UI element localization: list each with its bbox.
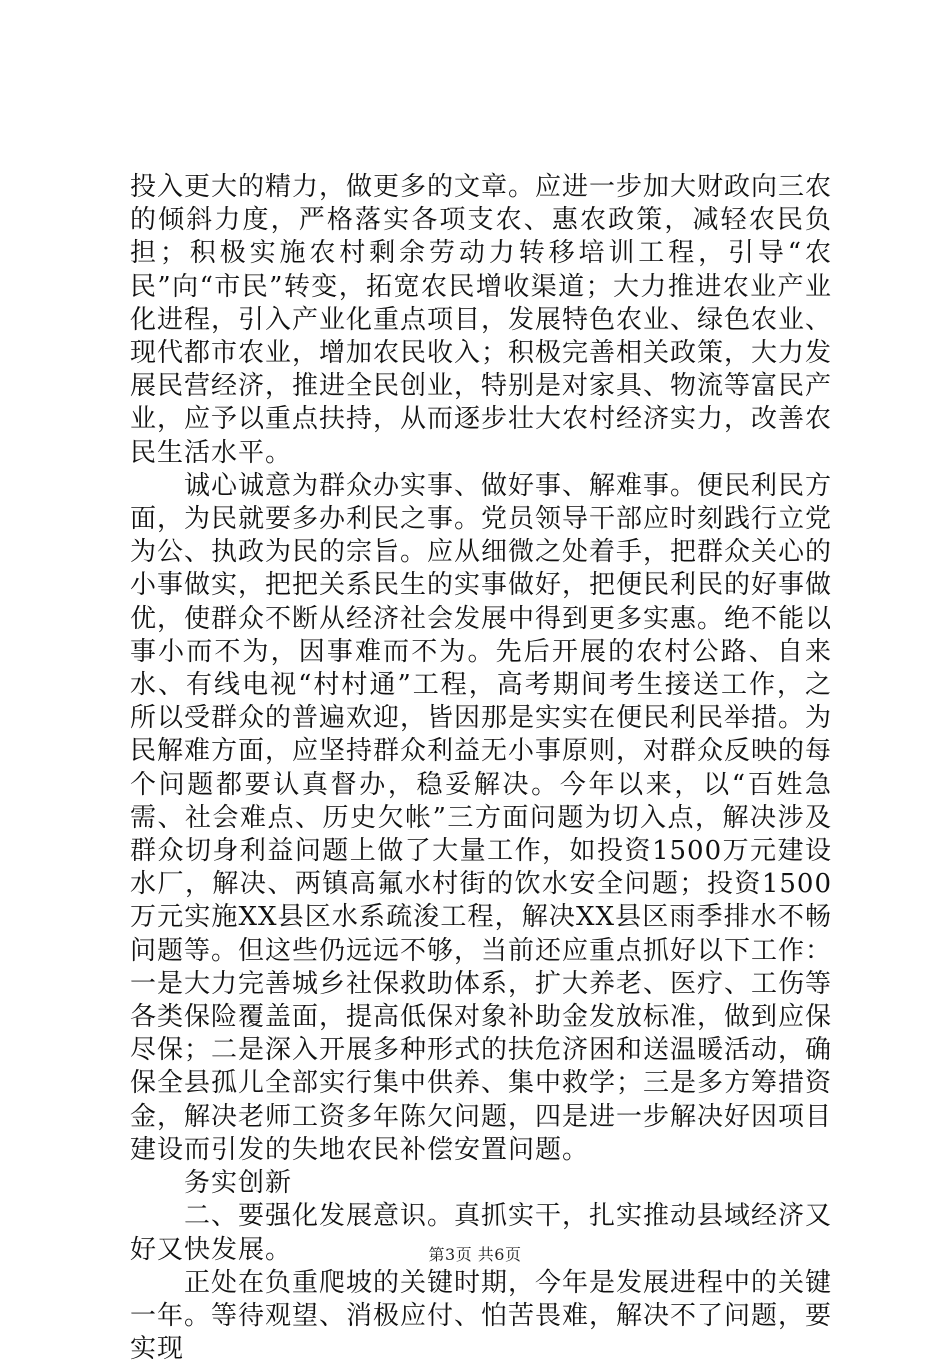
- paragraph-1: 投入更大的精力，做更多的文章。应进一步加大财政向三农的倾斜力度，严格落实各项支农、惠农政策，减轻农民负担；积极实施农村剩余劳动力转移培训工程，引导“农民”向“市民”转变，拓宽农民增收渠道；大力推进农业产业化进程，引入产业化重点项目，发展特色农业、绿色农业、现代都市农业，增加农民收入；积极完善相关政策，大力发展民营经济，推进全民创业，特别是对家具、物流等富民产业，应予以重点扶持，从而逐步壮大农村经济实力，改善农民生活水平。: [130, 172, 833, 468]
- paragraph-2: 诚心诚意为群众办实事、做好事、解难事。便民利民方面，为民就要多办利民之事。党员领导干部应时刻践行立党为公、执政为民的宗旨。应从细微之处着手，把群众关心的小事做实，把把关系民生的实事做好，把便民利民的好事做优，使群众不断从经济社会发展中得到更多实惠。绝不能以事小而不为，因事难而不为。先后开展的农村公路、自来水、有线电视“村村通”工程，高考期间考生接送工作，之所以受群众的普遍欢迎，皆因那是实实在便民利民举措。为民解难方面，应坚持群众利益无小事原则，对群众反映的每个问题都要认真督办，稳妥解决。今年以来，以“百姓急需、社会难点、历史欠帐”三方面问题为切入点，解决涉及群众切身利益问题上做了大量工作，如投资1500万元建设水厂，解决、两镇高氟水村街的饮水安全问题；投资1500万元实施XX县区水系疏浚工程，解决XX县区雨季排水不畅问题等。但这些仍远远不够，当前还应重点抓好以下工作：一是大力完善城乡社保救助体系，扩大养老、医疗、工伤等各类保险覆盖面，提高低保对象补助金发放标准，做到应保尽保；二是深入开展多种形式的扶危济困和送温暖活动，确保全县孤儿全部实行集中供养、集中救学；三是多方筹措资金，解决老师工资多年陈欠问题，四是进一步解决好因项目建设而引发的失地农民补偿安置问题。: [130, 470, 833, 1165]
- document-body: [130, 171, 832, 1366]
- page-footer: 第3页 共6页: [428, 1245, 522, 1264]
- paragraph-4: 二、要强化发展意识。真抓实干，扎实推动县域经济又好又快发展。: [130, 1201, 833, 1265]
- paragraph-3: 务实创新: [184, 1168, 293, 1199]
- paragraph-5: 正处在负重爬坡的关键时期，今年是发展进程中的关键一年。等待观望、消极应付、怕苦畏难，解决不了问题，要实现: [130, 1267, 833, 1365]
